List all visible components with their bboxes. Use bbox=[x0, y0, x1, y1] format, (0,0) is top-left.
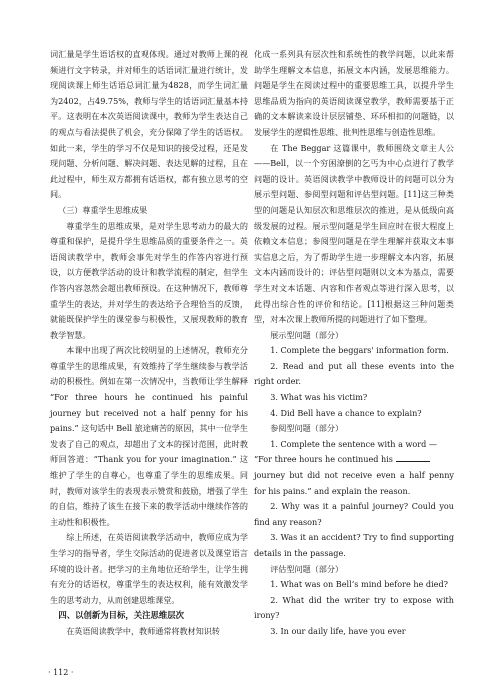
question-item: 2. Read and put all these events into the right order. bbox=[254, 360, 454, 387]
section-heading: （三）尊重学生思维成果 bbox=[58, 204, 148, 215]
question-item-continued: journey but did not receive even a half penny for his pains.” and explain the reason. bbox=[254, 470, 454, 496]
question-item: 3. What was his victim? bbox=[270, 392, 368, 403]
question-item: 1. Complete the sentence with a word — bbox=[270, 438, 438, 449]
question-item-continued bbox=[254, 452, 454, 468]
paragraph: 综上所述，在英语阅读教学活动中，教师应成为学生学习的指导者，学生交际活动的促进者以及课堂语言环境的设计者。把学习的主角地位还给学生，让学生拥有充分的话语权，尊重学生的表达权利，能有效激发学生的思考动力，从而创建思维课堂。 bbox=[50, 532, 248, 605]
question-group-header: 参阅型问题（部分） bbox=[270, 423, 344, 434]
question-item: 3. Was it an accident? Try to find supporting details in the passage. bbox=[254, 532, 454, 558]
question-group-header: 展示型问题（部分） bbox=[270, 329, 344, 340]
question-item: 3. In our daily life, have you ever bbox=[270, 625, 406, 636]
page-number: · 112 · bbox=[48, 668, 74, 677]
question-item: 1. What was on Bell’s mind before he died? bbox=[270, 579, 448, 590]
paragraph: 词汇量是学生语话权的直观体现。通过对教师上课的视频进行文字转录，并对师生的话语词汇量进行统计，发现阅读课上师生话语总词汇量为4828，而学生词汇量为2402，占49.75%，教师与学生的话语词汇量基本持平。这表明在本次英语阅读课中，教师为学生表达自己的观点与看法提供了机会，充分保障了学生的话语权。如此一来，学生的学习不仅是知识的接受过程，还是发现问题、分析问题、解决问题、表达见解的过程，且在此过程中，师生双方都拥有话语权，都有独立思考的空间。 bbox=[50, 49, 248, 200]
question-item: 4. Did Bell have a chance to explain? bbox=[270, 407, 422, 418]
section-heading: 四、以创新为目标，关注思维层次 bbox=[58, 610, 185, 621]
paragraph: 在 The Beggar 这篇课中，教师围绕文章主人公——Bell，以一个穷困潦倒的乞丐为中心点进行了教学问题的设计。英语阅读教学中教师设计的问题可以分为展示型问题、参阅型问题和评估型问题。[11]这三种类型的问题是认知层次和思维层次的推进，是从低级向高级发展的过程。展示型问题是学生回应时在很大程度上依赖文本信息；参阅型问题是在学生理解并获取文本事实信息之后，为了帮助学生进一步理解文本内容，拓展文本内涵而设计的；评估型问题则以文本为基点，需要学生对文本话题、内容和作者观点等进行深入思考，以此得出综合性的评价和结论。[11]根据这三种问题类型，对本次课上教师所提的问题进行了如下整理。 bbox=[254, 142, 454, 325]
paragraph: 在英语阅读教学中，教师通常将教材知识转 bbox=[66, 625, 220, 636]
paragraph: 化成一系列具有层次性和系统性的教学问题，以此来帮助学生理解文本信息，拓展文本内涵，发展思维能力。问题是学生在阅读过程中的重要思维工具，以提升学生思维品质为指向的英语阅读课堂教学，教师需要基于正确的文本解读来设计层层铺垫、环环相扣的问题链，以发展学生的逻辑性思维、批判性思维与创造性思维。 bbox=[254, 49, 454, 137]
question-item: 2. What did the writer try to expose with irony? bbox=[254, 594, 454, 621]
question-group-header: 评估型问题（部分） bbox=[270, 563, 344, 574]
left-column bbox=[50, 47, 248, 640]
question-item: 2. Why was it a painful journey? Could you find any reason? bbox=[254, 501, 454, 527]
question-text: “For three hours he continued his bbox=[254, 454, 393, 465]
fill-blank bbox=[396, 452, 430, 462]
question-item: 1. Complete the beggars' information form. bbox=[270, 345, 449, 356]
right-column bbox=[254, 47, 454, 640]
paragraph: 尊重学生的思维成果，是对学生思考动力的最大的尊重和保护，是提升学生思维品质的重要条件之一。英语阅读教学中，教师会事先对学生的作答内容进行预设，以方便教学活动的设计和教学流程的制定，但学生作答内容忽然会超出教师预设。在这种情况下，教师尊重学生的表达，并对学生的表达给予合理恰当的反馈，就能既保护学生的课堂参与积极性，又展现教师的教育教学智慧。 bbox=[50, 220, 248, 340]
paragraph: 本课中出现了两次比较明显的上述情况，教师充分尊重学生的思维成果，有效维持了学生继续参与教学活动的积极性。例如在第一次情况中，当教师让学生解释 “For three hours he continued his painful journey but received not a half penny for his pains.” 这句话中 Bell 旅途痛苦的原因，其中一位学生发表了自己的观点，却超出了文本的探讨范围，此时教师回答道：“Thank you for your imagination.” 这维护了学生的自尊心，也尊重了学生的思维成果。同时，教师对该学生的表现表示赞赏和鼓励，增强了学生的自信，维持了该生在接下来的教学活动中继续作答的主动性和积极性。 bbox=[50, 345, 248, 527]
